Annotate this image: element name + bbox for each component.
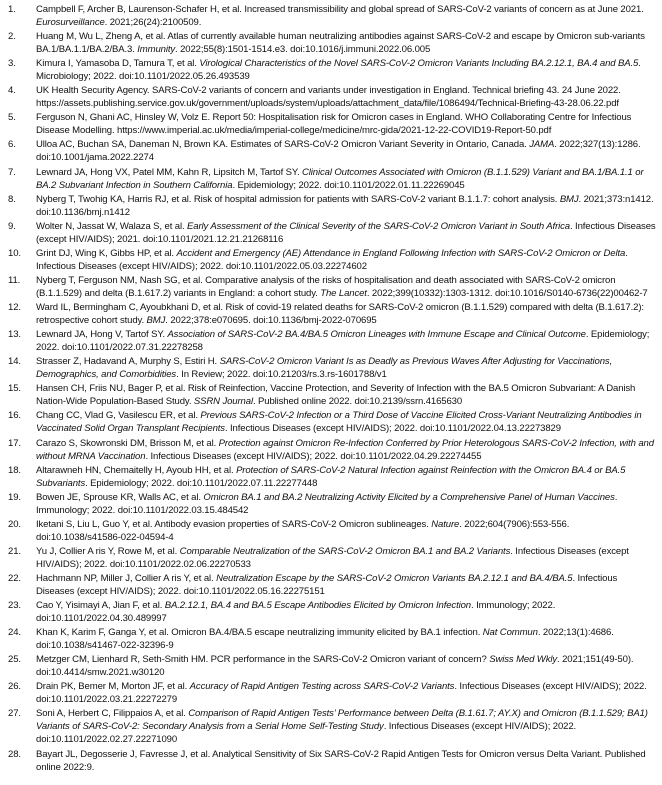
reference-citation: . 2022;378:e070695. doi:10.1136/bmj-2022-070695 — [165, 315, 377, 327]
reference-item — [0, 707, 662, 746]
reference-number: 1. — [8, 4, 16, 15]
reference-citation: . Epidemiology; 2022. doi:10.1101/2022.01.11.22269045 — [232, 179, 465, 191]
reference-item — [0, 748, 662, 774]
reference-number: 17. — [8, 437, 21, 449]
reference-item — [0, 382, 662, 408]
reference-number: 25. — [8, 654, 21, 666]
reference-title-italic: The Lancet — [320, 287, 367, 299]
reference-number: 24. — [8, 627, 21, 639]
reference-citation: . 2021;151(49-50). doi:10.4414/smw.2021.w30120 — [36, 654, 634, 679]
reference-title-italic: Accident and Emergency (AE) Attendance in England Following Infection with SARS-CoV-2 Omicron or Delta — [176, 247, 626, 259]
reference-title-italic: Neutralization Escape by the SARS-CoV-2 Omicron Variants BA.2.12.1 and BA.4/BA.5 — [216, 572, 573, 584]
reference-title-italic: BMJ — [146, 315, 166, 327]
reference-text: Hansen CH, Friis NU, Bager P, et al. Risk of Reinfection, Vaccine Protection, and Severity of Infection with the BA.5 Omicron Subvariant: A Danish Nation-Wide Population-Based Study. — [36, 383, 636, 408]
reference-citation: . In Review; 2022. doi:10.21203/rs.3.rs-1601788/v1 — [176, 369, 387, 381]
reference-title-italic: Comparison of Rapid Antigen Tests’ Performance between Delta (B.1.61.7; AY.X) and Omicron (B.1.1.529; BA1) Variants of SARS-CoV-2: Secondary Analysis from a Serial Home Self-Testing Study — [36, 708, 648, 733]
reference-text: Campbell F, Archer B, Laurenson-Schafer H, et al. Increased transmissibility and global spread of SARS-CoV-2 variants of concern as at June 2021. — [36, 4, 644, 15]
reference-number: 26. — [8, 681, 21, 693]
reference-item — [0, 572, 662, 598]
reference-text: Lewnard JA, Hong VX, Patel MM, Kahn R, Lipsitch M, Tartof SY. — [36, 166, 303, 178]
reference-text: Ferguson N, Ghani AC, Hinsley W, Volz E. Report 50: Hospitalisation risk for Omicron cases in England. WHO Collaborating Centre for Infectious Disease Modelling. https://www.imperial.ac.uk/media/imperial-college/medicine/mrc-gida/2021-12-22-COVID19-Report-50.pdf — [36, 112, 632, 137]
reference-citation: . Infectious Diseases (except HIV/AIDS); 2022. doi:10.1101/2022.03.21.22272279 — [36, 681, 647, 706]
reference-number: 18. — [8, 464, 21, 476]
reference-citation: . 2021;373:n1412. doi:10.1136/bmj.n1412 — [36, 193, 654, 218]
reference-number: 3. — [8, 58, 16, 70]
reference-item — [0, 491, 662, 517]
reference-text: Soni A, Herbert C, Filippaios A, et al. — [36, 708, 189, 720]
reference-item — [0, 599, 662, 625]
reference-citation: . Infectious Diseases (except HIV/AIDS); 2022. doi:10.1101/2022.02.06.22270533 — [36, 545, 629, 570]
reference-citation: . Infectious Diseases (except HIV/AIDS); 2022. doi:10.1101/2022.04.29.22274455 — [145, 450, 482, 462]
reference-title-italic: Protection of SARS-CoV-2 Natural Infection against Reinfection with the Omicron BA.4 or BA.5 Subvariants — [36, 464, 626, 489]
reference-item — [0, 138, 662, 164]
reference-item — [0, 30, 662, 56]
reference-title-italic: Nature — [431, 518, 460, 530]
reference-item — [0, 166, 662, 192]
reference-citation: . 2021;26(24):2100509. — [104, 17, 202, 28]
reference-text: Cao Y, Yisimayi A, Jian F, et al. — [36, 600, 165, 612]
reference-number: 6. — [8, 139, 16, 151]
reference-title-italic: Immunity — [137, 44, 176, 56]
reference-citation: . Infectious Diseases (except HIV/AIDS); 2022. doi:10.1101/2022.02.27.22271090 — [36, 721, 577, 746]
reference-citation: . Immunology; 2022. doi:10.1101/2022.04.30.489997 — [36, 600, 556, 625]
reference-text: Nyberg T, Twohig KA, Harris RJ, et al. Risk of hospital admission for patients with SARS-CoV-2 variant B.1.1.7: cohort analysis. — [36, 193, 560, 205]
reference-text: Khan K, Karim F, Ganga Y, et al. Omicron BA.4/BA.5 escape neutralizing immunity elicited by BA.1 infection. — [36, 627, 483, 639]
reference-item — [0, 111, 662, 137]
reference-item — [0, 193, 662, 219]
reference-title-italic: Clinical Outcomes Associated with Omicron (B.1.1.529) Variant and BA.1/BA.1.1 or BA.2 Subvariant Infection in Southern California — [36, 166, 644, 191]
reference-number: 7. — [8, 166, 16, 178]
reference-item — [0, 518, 662, 544]
reference-title-italic: Early Assessment of the Clinical Severity of the SARS-CoV-2 Omicron Variant in South Africa — [187, 220, 570, 232]
reference-item — [0, 84, 662, 110]
reference-text: Nyberg T, Ferguson NM, Nash SG, et al. Comparative analysis of the risks of hospitalisation and death associated with SARS-CoV-2 omicron (B.1.1.529) and delta (B.1.617.2) variants in England: a cohort study. — [36, 274, 616, 299]
reference-text: Altarawneh HN, Chemaitelly H, Ayoub HH, et al. — [36, 464, 237, 476]
reference-text: Iketani S, Liu L, Guo Y, et al. Antibody evasion properties of SARS-CoV-2 Omicron sublineages. — [36, 518, 432, 530]
reference-citation: . 2022;55(8):1501-1514.e3. doi:10.1016/j.immuni.2022.06.005 — [175, 44, 431, 56]
reference-text: Hachmann NP, Miller J, Collier A ris Y, et al. — [36, 572, 217, 584]
reference-title-italic: Nat Commun — [482, 627, 538, 639]
reference-item — [0, 301, 662, 327]
reference-text: Huang M, Wu L, Zheng A, et al. Atlas of currently available human neutralizing antibodies against SARS-CoV-2 and escape by Omicron sub-variants BA.1/BA.1.1/BA.2/BA.3. — [36, 31, 645, 56]
reference-text: Yu J, Collier A ris Y, Rowe M, et al. — [36, 545, 180, 557]
reference-number: 11. — [8, 274, 21, 286]
reference-item — [0, 437, 662, 463]
reference-text: Chang CC, Vlad G, Vasilescu ER, et al. — [36, 410, 201, 422]
reference-citation: . Epidemiology; 2022. doi:10.1101/2022.07.11.22277448 — [85, 477, 318, 489]
reference-item — [0, 680, 662, 706]
reference-number: 28. — [8, 748, 21, 760]
reference-title-italic: SARS-CoV-2 Omicron Variant Is as Deadly as Previous Waves After Adjusting for Vaccinations, Demographics, and Comorbidities — [36, 356, 613, 381]
reference-number: 10. — [8, 247, 21, 259]
reference-number: 27. — [8, 708, 21, 720]
reference-title-italic: Omicron BA.1 and BA.2 Neutralizing Activity Elicited by a Comprehensive Panel of Human Vaccines — [203, 491, 615, 503]
reference-number: 19. — [8, 491, 21, 503]
reference-text: UK Health Security Agency. SARS-CoV-2 variants of concern and variants under investigation in England. Technical briefing 43. 24 June 2022. https://assets.publishing.service.gov.uk/government/uploads/system/uploads/attachment_data/file/1086494/Technical-Briefing-43-28.06.22.pdf — [36, 85, 621, 110]
reference-citation: . 2022;399(10332):1303-1312. doi:10.1016/S0140-6736(22)00462-7 — [366, 287, 648, 299]
reference-title-italic: JAMA — [529, 139, 555, 151]
reference-citation: . Epidemiology; 2022. doi:10.1101/2022.07.31.22278258 — [36, 329, 650, 354]
reference-text: Drain PK, Bemer M, Morton JF, et al. — [36, 681, 190, 693]
reference-item — [0, 409, 662, 435]
reference-item — [0, 274, 662, 300]
reference-citation: . 2022;604(7906):553-556. doi:10.1038/s41586-022-04594-4 — [36, 518, 570, 543]
reference-number: 2. — [8, 31, 16, 43]
reference-item — [0, 220, 662, 246]
reference-number: 13. — [8, 329, 21, 341]
reference-text: Carazo S, Skowronski DM, Brisson M, et al. — [36, 437, 219, 449]
reference-citation: . Infectious Diseases (except HIV/AIDS); 2022. doi:10.1101/2022.04.13.22273829 — [224, 423, 561, 435]
reference-list — [0, 3, 662, 775]
reference-title-italic: Accuracy of Rapid Antigen Testing across SARS-CoV-2 Variants — [189, 681, 455, 693]
reference-number: 23. — [8, 600, 21, 612]
reference-number: 9. — [8, 220, 16, 232]
reference-citation: . Published online 2022. doi:10.2139/ssrn.4165630 — [252, 396, 463, 408]
reference-item — [0, 247, 662, 273]
reference-citation: . 2022;327(13):1286. doi:10.1001/jama.2022.2274 — [36, 139, 641, 164]
reference-title-italic: Association of SARS-CoV-2 BA.4/BA.5 Omicron Lineages with Immune Escape and Clinical Outcome — [167, 329, 586, 341]
reference-citation: . Infectious Diseases (except HIV/AIDS); 2021. doi:10.1101/2021.12.21.21268116 — [36, 220, 656, 245]
reference-item — [0, 355, 662, 381]
reference-citation: . 2022;13(1):4686. doi:10.1038/s41467-022-32396-9 — [36, 627, 614, 652]
reference-title-italic: Virological Characteristics of the Novel SARS-CoV-2 Omicron Variants Including BA.2.12.1, BA.4 and BA.5 — [199, 58, 639, 70]
reference-number: 4. — [8, 85, 16, 97]
reference-text: Lewnard JA, Hong V, Tartof SY. — [36, 329, 168, 341]
reference-text: Grint DJ, Wing K, Gibbs HP, et al. — [36, 247, 177, 259]
reference-title-italic: SSRN Journal — [193, 396, 253, 408]
reference-text: Strasser Z, Hadavand A, Murphy S, Estiri H. — [36, 356, 220, 368]
reference-number: 16. — [8, 410, 21, 422]
reference-text: Bowen JE, Sprouse KR, Walls AC, et al. — [36, 491, 204, 503]
reference-text: Bayart JL, Degosserie J, Favresse J, et al. Analytical Sensitivity of Six SARS-CoV-2 Rapid Antigen Tests for Omicron versus Delta Variant. Published online 2022:9. — [36, 748, 646, 773]
reference-number: 14. — [8, 356, 21, 368]
reference-title-italic: Swiss Med Wkly — [489, 654, 558, 666]
reference-item — [0, 653, 662, 679]
reference-title-italic: BMJ — [559, 193, 579, 205]
reference-title-italic: Comparable Neutralization of the SARS-CoV-2 Omicron BA.1 and BA.2 Variants — [179, 545, 511, 557]
reference-number: 5. — [8, 112, 16, 124]
reference-number: 15. — [8, 383, 21, 395]
reference-text: Metzger CM, Lienhard R, Seth-Smith HM. PCR performance in the SARS-CoV-2 Omicron variant of concern? — [36, 654, 490, 666]
reference-citation: . Microbiology; 2022. doi:10.1101/2022.05.26.493539 — [36, 58, 641, 83]
reference-title-italic: BA.2.12.1, BA.4 and BA.5 Escape Antibodies Elicited by Omicron Infection — [164, 600, 471, 612]
reference-text: Wolter N, Jassat W, Walaza S, et al. — [36, 220, 188, 232]
reference-number: 22. — [8, 572, 21, 584]
reference-title-italic: Previous SARS-CoV-2 Infection or a Third Dose of Vaccine Elicited Cross-Variant Neutralizing Antibodies in Vaccinated Solid Organ Transplant Recipients — [36, 410, 642, 435]
reference-title-italic: Eurosurveillance — [36, 17, 105, 28]
reference-item — [0, 545, 662, 571]
reference-citation: . Infectious Diseases (except HIV/AIDS); 2022. doi:10.1101/2022.05.03.22274602 — [36, 247, 628, 272]
reference-item — [0, 3, 662, 29]
reference-item — [0, 57, 662, 83]
reference-text: Kimura I, Yamasoba D, Tamura T, et al. — [36, 58, 200, 70]
reference-text: Ulloa AC, Buchan SA, Daneman N, Brown KA. Estimates of SARS-CoV-2 Omicron Variant Severity in Ontario, Canada. — [36, 139, 530, 151]
reference-number: 21. — [8, 545, 21, 557]
reference-number: 8. — [8, 193, 16, 205]
reference-item — [0, 464, 662, 490]
reference-title-italic: Protection against Omicron Re-Infection Conferred by Prior Heterologous SARS-CoV-2 Infection, with and without MRNA Vaccination — [36, 437, 654, 462]
reference-number: 20. — [8, 518, 21, 530]
reference-item — [0, 328, 662, 354]
reference-number: 12. — [8, 302, 21, 314]
reference-text: Ward IL, Bermingham C, Ayoubkhani D, et al. Risk of covid-19 related deaths for SARS-CoV-2 omicron (B.1.1.529) compared with delta (B.1.617.2): retrospective cohort study. — [36, 302, 644, 327]
reference-item — [0, 626, 662, 652]
reference-citation: . Immunology; 2022. doi:10.1101/2022.03.15.484542 — [36, 491, 618, 516]
reference-citation: . Infectious Diseases (except HIV/AIDS); 2022. doi:10.1101/2022.05.16.22275151 — [36, 572, 618, 597]
